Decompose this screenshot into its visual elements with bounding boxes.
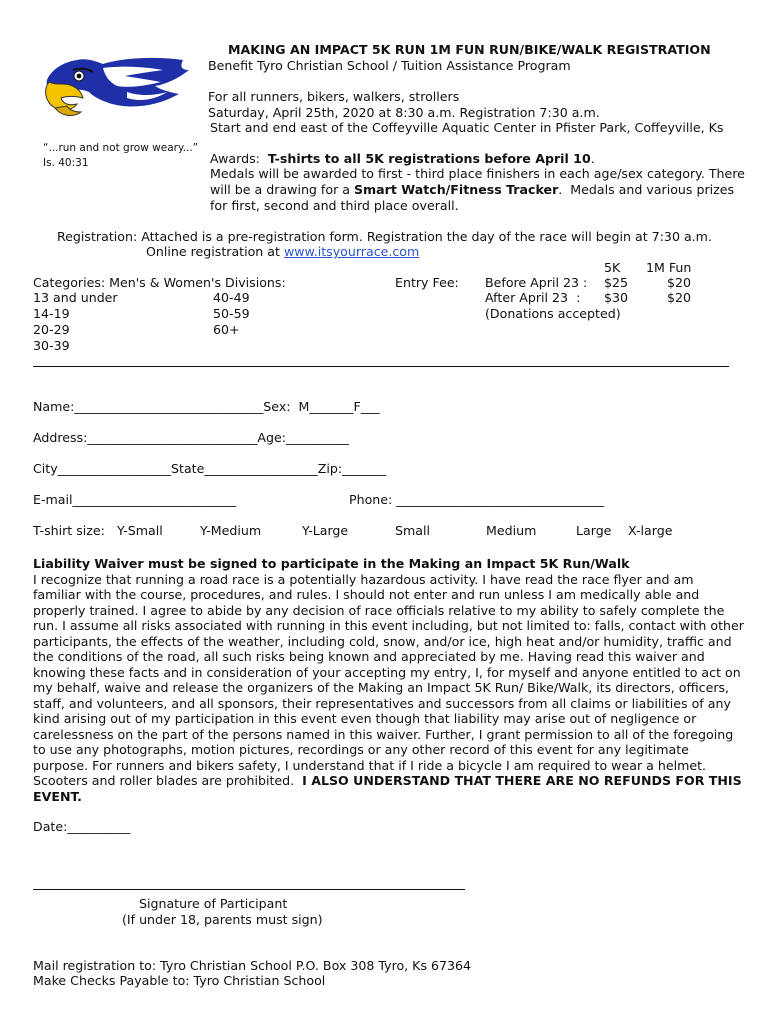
waiver-line: properly trained. I agree to abide by any decision of race officials relative to my ability to safely complete the [33, 602, 725, 618]
phone-field[interactable]: Phone: _________________________________ [349, 492, 605, 507]
audience-line: For all runners, bikers, walkers, strollers [208, 89, 460, 104]
waiver-line: I recognize that running a road race is a potentially hazardous activity. I have read the race flyer and am [33, 571, 694, 587]
size-option-medium[interactable]: Medium [486, 523, 537, 538]
fee-col-5k: 5K [604, 260, 621, 275]
verse-reference: Is. 40:31 [43, 157, 89, 169]
categories-label: Categories: Men's & Women's Divisions: [33, 275, 286, 290]
category-40-49: 40-49 [213, 290, 250, 305]
online-registration: Online registration at www.itsyourrace.com [146, 244, 420, 259]
waiver-line: staff, and volunteers, and all sponsors, their representatives and successors from all claims or liabilities of any [33, 695, 731, 711]
fee-after-5k: $30 [604, 290, 629, 305]
size-option-y-medium[interactable]: Y-Medium [200, 523, 262, 538]
waiver-line: knowing these facts and in consideration of your accepting my entry, I, for myself and anyone entitled to act on [33, 664, 741, 680]
waiver-line: carelessness on the part of the persons named in this waiver. Further, I grant permission to all of the foregoing [33, 726, 734, 742]
category-13-under: 13 and under [33, 290, 118, 305]
category-50-59: 50-59 [213, 306, 250, 321]
size-option-y-small[interactable]: Y-Small [117, 523, 163, 538]
waiver-line: familiar with the course, procedures, and rules. I should not enter and run unless I am medically able and [33, 587, 700, 602]
signature-label: Signature of Participant [139, 896, 288, 911]
city-state-zip-field[interactable]: City__________________State__________________Zip:_______ [33, 461, 387, 476]
name-sex-field[interactable]: Name:______________________________Sex: M_______F___ [33, 399, 380, 414]
fee-after-label: After April 23 : [485, 290, 581, 305]
entry-fee-label: Entry Fee: [395, 275, 459, 290]
address-age-field[interactable]: Address:___________________________Age:__________ [33, 430, 349, 445]
mail-address: Mail registration to: Tyro Christian School P.O. Box 308 Tyro, Ks 67364 [33, 958, 472, 973]
waiver-line: to use any photographs, motion pictures, recordings or any other record of this event for any legitimate [33, 742, 689, 757]
size-option-small[interactable]: Small [395, 523, 430, 538]
awards-line-4: for first, second and third place overall. [210, 198, 459, 213]
tshirt-size-label: T-shirt size: [33, 523, 105, 538]
fee-after-1m: $20 [667, 290, 692, 305]
waiver-line: participants, the effects of the weather, including cold, snow, and/or ice, high heat and/or humidity, traffic and [33, 633, 732, 649]
category-14-19: 14-19 [33, 306, 70, 321]
section-divider [33, 366, 729, 367]
signature-note: (If under 18, parents must sign) [122, 912, 323, 927]
size-option-y-large[interactable]: Y-Large [302, 523, 349, 538]
awards-line-2: Medals will be awarded to first - third place finishers in each age/sex category. There [210, 166, 745, 181]
fee-before-label: Before April 23 : [485, 275, 588, 290]
signature-line[interactable] [33, 889, 465, 890]
verse-quote: “...run and not grow weary...” [43, 142, 199, 154]
category-60-plus: 60+ [213, 322, 240, 337]
fee-before-1m: $20 [667, 275, 692, 290]
waiver-line: run. I assume all risks associated with running in this event including, but not limited to: falls, contact with other [33, 618, 744, 633]
email-field[interactable]: E-mail__________________________ [33, 492, 237, 507]
payable-to: Make Checks Payable to: Tyro Christian School [33, 973, 326, 988]
page-title: MAKING AN IMPACT 5K RUN 1M FUN RUN/BIKE/WALK REGISTRATION [228, 42, 711, 57]
registration-info: Registration: Attached is a pre-registration form. Registration the day of the race will begin at 7:30 a.m. [57, 229, 712, 244]
awards-line-1: Awards: T-shirts to all 5K registrations before April 10. [210, 151, 595, 166]
donations-note: (Donations accepted) [485, 306, 621, 321]
waiver-line: purpose. For runners and bikers safety, I understand that if I ride a bicycle I am required to wear a helmet. [33, 757, 707, 773]
waiver-line: kind arising out of my participation in this event even though that liability may arise out of negligence or [33, 711, 697, 726]
size-option-x-large[interactable]: X-large [628, 523, 673, 538]
size-option-large[interactable]: Large [576, 523, 612, 538]
category-30-39: 30-39 [33, 338, 70, 353]
fee-col-1m: 1M Fun [646, 260, 692, 275]
waiver-no-refunds: EVENT. [33, 788, 82, 804]
waiver-line-final: Scooters and roller blades are prohibited. I ALSO UNDERSTAND THAT THERE ARE NO REFUNDS FOR THIS [33, 773, 742, 788]
date-field[interactable]: Date:__________ [33, 819, 131, 834]
eagle-mascot-icon [33, 50, 193, 126]
category-20-29: 20-29 [33, 322, 70, 337]
event-location: Start and end east of the Coffeyville Aquatic Center in Pfister Park, Coffeyville, Ks [210, 120, 724, 135]
benefit-line: Benefit Tyro Christian School / Tuition Assistance Program [208, 58, 571, 73]
fee-before-5k: $25 [604, 275, 629, 290]
awards-line-3: will be a drawing for a Smart Watch/Fitness Tracker. Medals and various prizes [210, 182, 735, 197]
waiver-line: the conditions of the road, all such risks being known and appreciated by me. Having read this waiver and [33, 649, 705, 664]
event-datetime: Saturday, April 25th, 2020 at 8:30 a.m. Registration 7:30 a.m. [208, 105, 600, 120]
waiver-line: my behalf, waive and release the organizers of the Making an Impact 5K Run/ Bike/Walk, its directors, officers, [33, 680, 730, 695]
registration-link[interactable]: www.itsyourrace.com [283, 244, 420, 259]
waiver-heading: Liability Waiver must be signed to participate in the Making an Impact 5K Run/Walk [33, 556, 630, 571]
liability-waiver [33, 556, 757, 804]
